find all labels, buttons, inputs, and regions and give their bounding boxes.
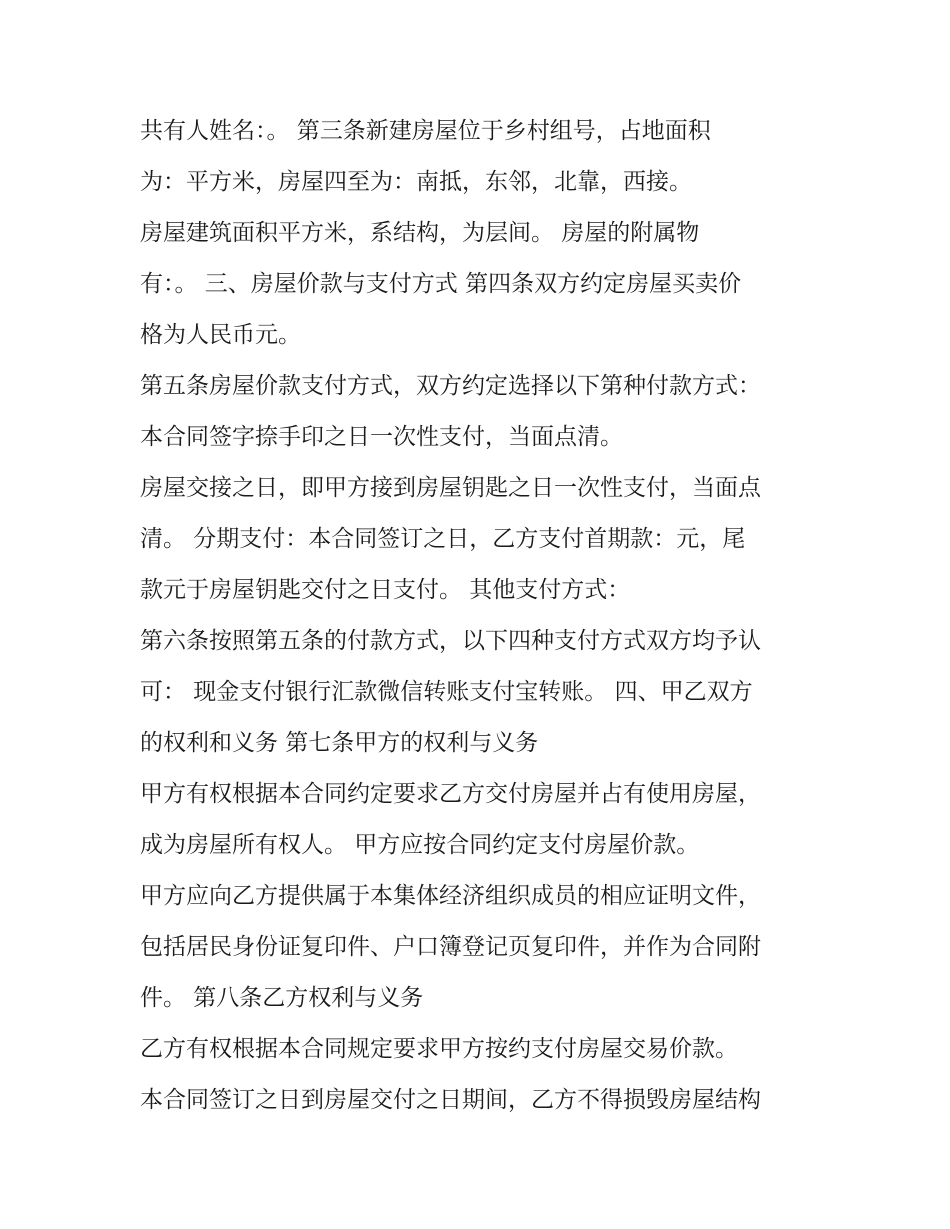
text-line: 第六条按照第五条的付款方式，以下四种支付方式双方均予认 [140, 628, 761, 654]
text-line: 清。 分期支付：本合同签订之日，乙方支付首期款：元，尾 [140, 526, 746, 552]
text-line: 成为房屋所有权人。 甲方应按合同约定支付房屋价款。 [140, 832, 700, 858]
text-line: 件。 第八条乙方权利与义务 [140, 985, 424, 1011]
text-line: 有：。 三、房屋价款与支付方式 第四条双方约定房屋买卖价 [140, 271, 742, 297]
text-line: 为：平方米，房屋四至为：南抵，东邻，北靠，西接。 [140, 169, 692, 195]
text-line: 可： 现金支付银行汇款微信转账支付宝转账。 四、甲乙双方 [140, 679, 753, 705]
text-line: 乙方有权根据本合同规定要求甲方按约支付房屋交易价款。 [140, 1036, 738, 1062]
text-line: 包括居民身份证复印件、户口簿登记页复印件，并作为合同附 [140, 934, 761, 960]
text-line: 共有人姓名：。 第三条新建房屋位于乡村组号，占地面积 [140, 118, 711, 144]
text-line: 本合同签订之日到房屋交付之日期间，乙方不得损毁房屋结构 [140, 1087, 761, 1113]
text-line: 房屋建筑面积平方米，系结构，为层间。 房屋的附属物 [140, 220, 700, 246]
text-line: 房屋交接之日，即甲方接到房屋钥匙之日一次性支付，当面点 [140, 475, 761, 501]
contract-body-text [140, 106, 830, 1126]
text-line: 第五条房屋价款支付方式，双方约定选择以下第种付款方式： [140, 373, 761, 399]
text-line: 本合同签字捺手印之日一次性支付，当面点清。 [140, 424, 623, 450]
text-line: 格为人民币元。 [140, 322, 301, 348]
text-line: 甲方应向乙方提供属于本集体经济组织成员的相应证明文件， [140, 883, 761, 909]
text-line: 的权利和义务 第七条甲方的权利与义务 [140, 730, 539, 756]
text-line: 甲方有权根据本合同约定要求乙方交付房屋并占有使用房屋， [140, 781, 761, 807]
text-line: 款元于房屋钥匙交付之日支付。 其他支付方式： [140, 577, 631, 603]
